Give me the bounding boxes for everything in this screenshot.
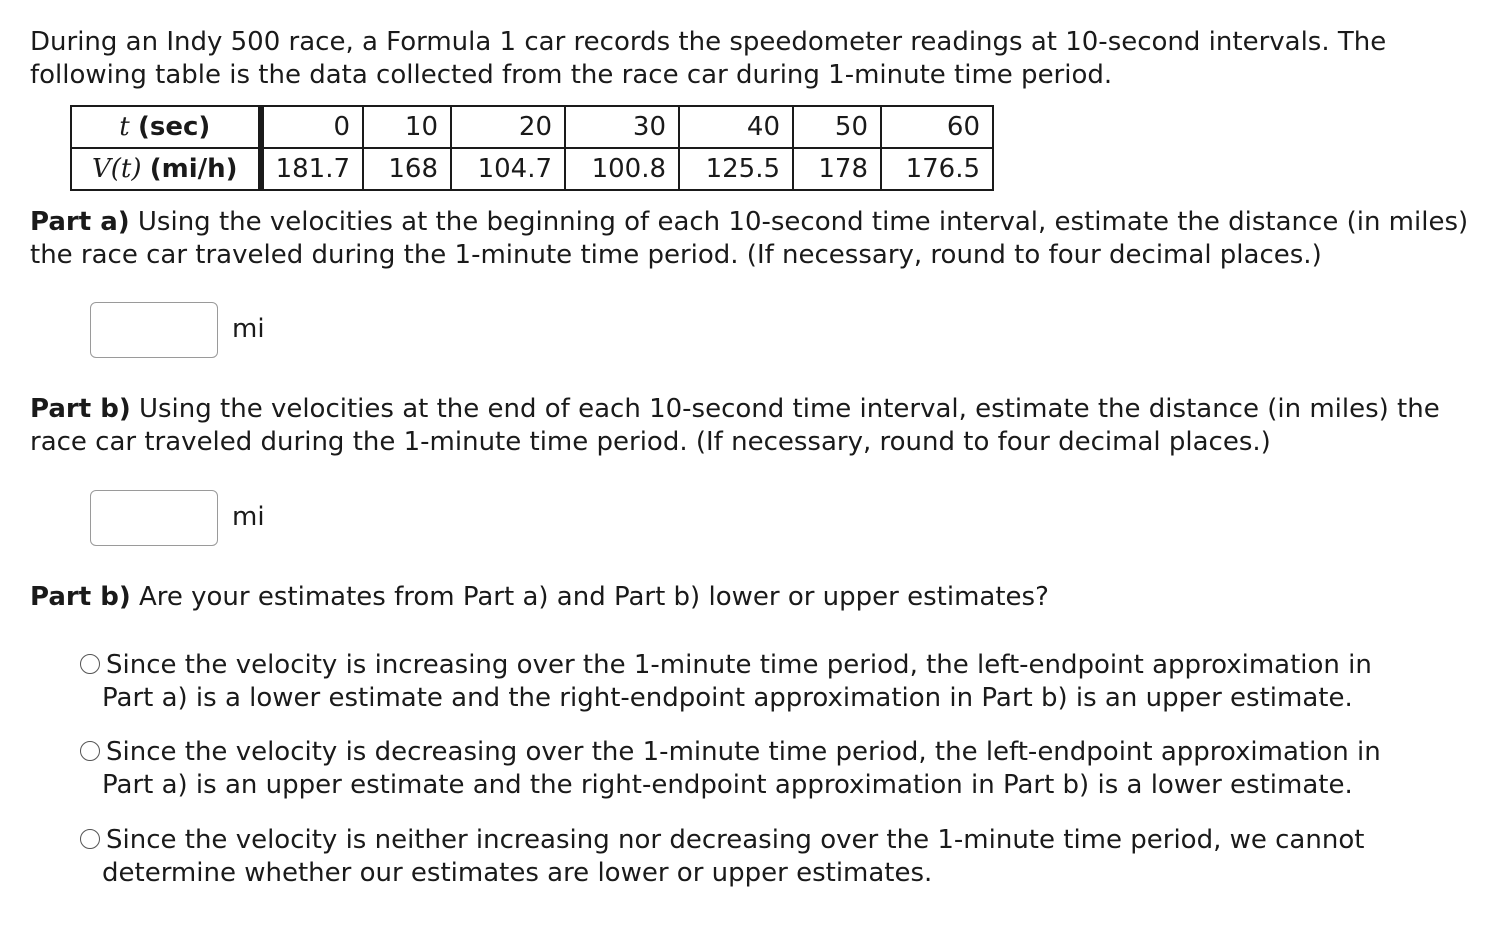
radio-button[interactable] — [80, 829, 100, 849]
part-c-text: Are your estimates from Part a) and Part b) lower or upper estimates? — [138, 582, 1049, 612]
time-row — [71, 106, 993, 148]
option-line: Part a) is a lower estimate and the right-endpoint approximation in Part b) is an upper estimate. — [102, 683, 1353, 713]
speed-data-table — [70, 105, 994, 191]
velocity-cell: 178 — [793, 148, 881, 190]
time-cell: 40 — [679, 106, 793, 148]
velocity-cell: 181.7 — [261, 148, 363, 190]
velocity-cell: 104.7 — [451, 148, 565, 190]
radio-button[interactable] — [80, 741, 100, 761]
estimate-option-increasing[interactable] — [80, 649, 1440, 715]
option-text — [102, 649, 1440, 715]
velocity-cell: 168 — [363, 148, 451, 190]
option-line: Since the velocity is increasing over the 1-minute time period, the left-endpoint approximation in — [106, 650, 1372, 680]
velocity-cell: 125.5 — [679, 148, 793, 190]
part-b-answer-input[interactable] — [90, 490, 218, 546]
velocity-cell: 100.8 — [565, 148, 679, 190]
part-a-answer-input[interactable] — [90, 302, 218, 358]
part-a-question — [30, 206, 1480, 272]
time-cell: 20 — [451, 106, 565, 148]
velocity-cell: 176.5 — [881, 148, 993, 190]
option-line: Since the velocity is decreasing over the 1-minute time period, the left-endpoint approximation in — [106, 737, 1381, 767]
estimate-option-neither[interactable] — [80, 824, 1440, 890]
part-c-label: Part b) — [30, 582, 131, 612]
option-line: Since the velocity is neither increasing nor decreasing over the 1-minute time period, we cannot — [106, 825, 1365, 855]
velocity-row — [71, 148, 993, 190]
part-a-unit: mi — [232, 314, 265, 344]
option-text — [102, 824, 1440, 890]
part-c-question — [30, 581, 1480, 614]
time-variable: t — [119, 112, 130, 142]
time-unit: (sec) — [137, 112, 211, 142]
time-cell: 30 — [565, 106, 679, 148]
time-row-header — [71, 106, 261, 148]
velocity-variable: V(t) — [92, 154, 142, 184]
velocity-unit: (mi/h) — [149, 154, 238, 184]
part-b-question — [30, 393, 1480, 459]
part-a-text: Using the velocities at the beginning of each 10-second time interval, estimate the distance (in miles) the race car traveled during the 1-minute time period. (If necessary, round to four decimal places.) — [30, 207, 1469, 270]
radio-button[interactable] — [80, 654, 100, 674]
part-b-text: Using the velocities at the end of each 10-second time interval, estimate the distance (in miles) the race car traveled during the 1-minute time period. (If necessary, round to four decimal places.) — [30, 394, 1440, 457]
time-cell: 10 — [363, 106, 451, 148]
option-text — [102, 736, 1440, 802]
option-line: Part a) is an upper estimate and the right-endpoint approximation in Part b) is a lower estimate. — [102, 770, 1353, 800]
time-cell: 50 — [793, 106, 881, 148]
part-a-label: Part a) — [30, 207, 130, 237]
time-cell: 60 — [881, 106, 993, 148]
time-cell: 0 — [261, 106, 363, 148]
problem-intro: During an Indy 500 race, a Formula 1 car records the speedometer readings at 10-second intervals. The following table is the data collected from the race car during 1-minute time period. — [30, 27, 1387, 90]
part-b-label: Part b) — [30, 394, 131, 424]
estimate-option-decreasing[interactable] — [80, 736, 1440, 802]
part-b-unit: mi — [232, 502, 265, 532]
option-line: determine whether our estimates are lower or upper estimates. — [102, 858, 933, 888]
velocity-row-header — [71, 148, 261, 190]
